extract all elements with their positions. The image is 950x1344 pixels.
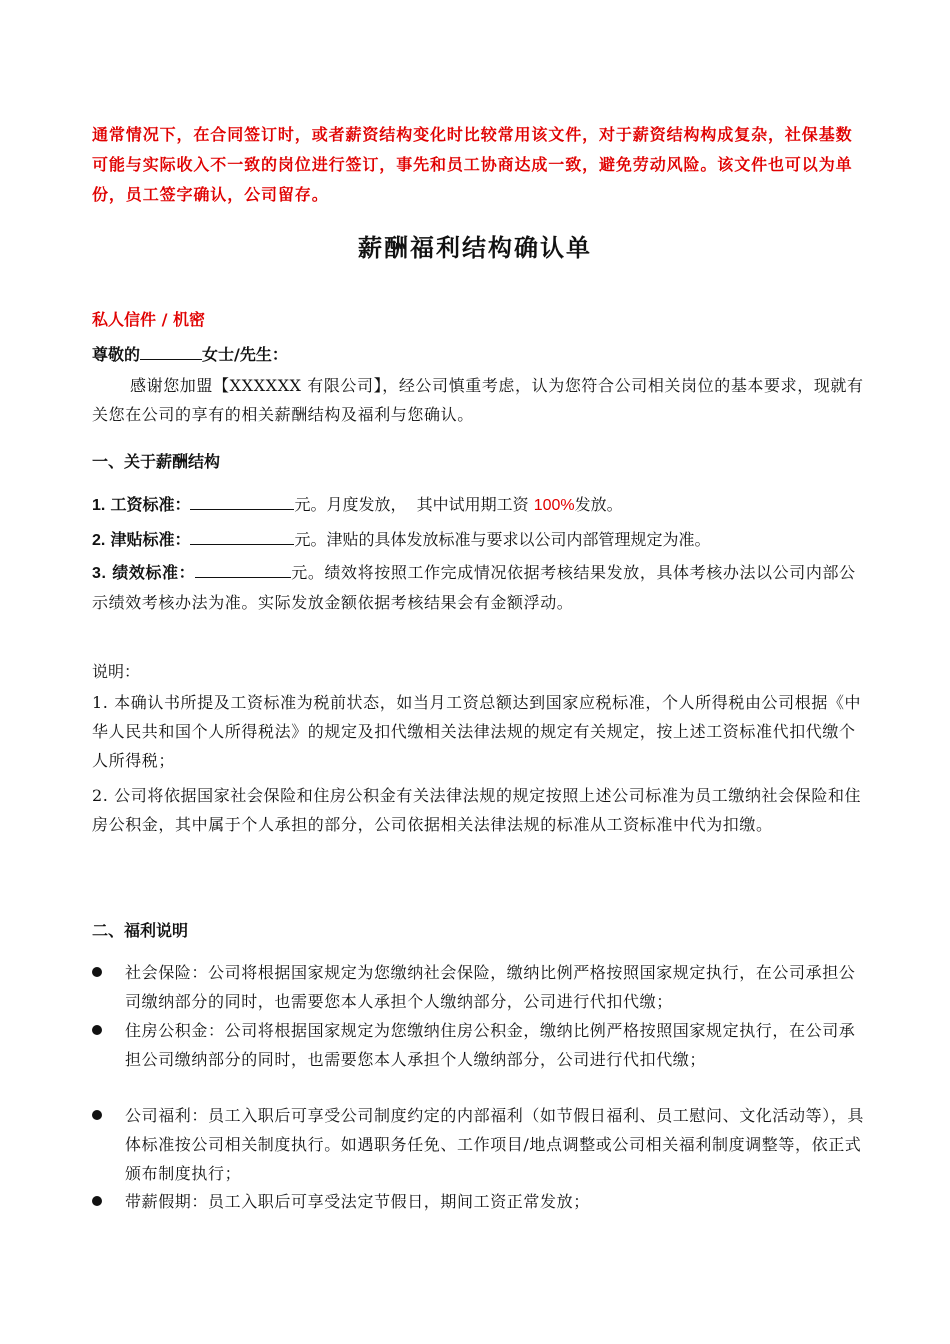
performance-standard-paragraph [92,558,864,617]
bullet-icon [92,1110,102,1120]
explanation-item-1: 1. 本确认书所提及工资标准为税前状态，如当月工资总额达到国家应税标准，个人所得税由公司根据《中华人民共和国个人所得税法》的规定及扣代缴相关法律法规的规定有关规定，按上述工资标准代扣代缴个人所得税； [92,693,862,770]
bullet-icon [92,1025,102,1035]
benefit-paid-leave [92,1187,864,1216]
salary-amount-blank[interactable] [190,495,294,510]
bullet-text: 带薪假期：员工入职后可享受法定节假日，期间工资正常发放； [125,1192,590,1211]
probation-percent: 100% [533,497,575,514]
bullet-text: 公司福利：员工入职后可享受公司制度约定的内部福利（如节假日福利、员工慰问、文化活动等），具体标准按公司相关制度执行。如遇职务任免、工作项目/地点调整或公司相关福利制度调整等，依正式颁布制度执行； [125,1106,865,1183]
benefit-social-insurance [92,958,864,1016]
item-text: 元。绩效将按照工作完成情况依据考核结果发放，具体考核办法以公司内部公示绩效考核办法为准。实际发放金额依据考核结果会有金额浮动。 [92,563,856,612]
item-number: 1. [92,497,106,514]
allowance-standard-line [92,527,710,550]
salary-standard-line [92,492,623,515]
bullet-icon [92,967,102,977]
item-number: 2. [92,532,106,549]
section2-heading: 二、福利说明 [92,921,189,940]
performance-amount-blank[interactable] [195,563,291,578]
confidential-label: 私人信件 / 机密 [92,310,205,329]
greeting-prefix: 尊敬的 [92,345,141,364]
item-text: 元。月度发放， [294,495,407,514]
name-blank[interactable] [140,345,202,360]
item-text: 其中试用期工资 [406,495,534,514]
item-label: 绩效标准： [112,563,196,582]
explanation-item-2: 2. 公司将依据国家社会保险和住房公积金有关法律法规的规定按照上述公司标准为员工缴纳社会保险和住房公积金，其中属于个人承担的部分，公司依据相关法律法规的标准从工资标准中代为扣缴。 [92,786,862,834]
bullet-text: 住房公积金：公司将根据国家规定为您缴纳住房公积金，缴纳比例严格按照国家规定执行，在公司承担公司缴纳部分的同时，也需要您本人承担个人缴纳部分，公司进行代扣代缴； [125,1021,856,1069]
intro-paragraph: 感谢您加盟【XXXXXX 有限公司】，经公司慎重考虑，认为您符合公司相关岗位的基本要求，现就有关您在公司的享有的相关薪酬结构及福利与您确认。 [92,376,864,424]
bullet-icon [92,1196,102,1206]
explanation-heading: 说明： [92,662,141,681]
bullet-text: 社会保险：公司将根据国家规定为您缴纳社会保险，缴纳比例严格按照国家规定执行，在公司承担公司缴纳部分的同时，也需要您本人承担个人缴纳部分，公司进行代扣代缴； [125,963,856,1011]
item-text: 发放。 [574,495,623,514]
section1-heading: 一、关于薪酬结构 [92,452,221,471]
item-text: 元。津贴的具体发放标准与要求以公司内部管理规定为准。 [294,530,711,549]
greeting-suffix: 女士/先生： [202,345,288,364]
benefit-housing-fund [92,1016,864,1074]
allowance-amount-blank[interactable] [190,530,294,545]
usage-note: 通常情况下，在合同签订时，或者薪资结构变化时比较常用该文件，对于薪资结构构成复杂，社保基数可能与实际收入不一致的岗位进行签订，事先和员工协商达成一致，避免劳动风险。该文件也可以为单份，员工签字确认，公司留存。 [92,125,853,204]
greeting [92,342,288,365]
document-title: 薪酬福利结构确认单 [358,233,592,262]
benefit-company-welfare [92,1101,864,1188]
item-label: 工资标准： [110,495,191,514]
item-label: 津贴标准： [110,530,191,549]
item-number: 3. [92,565,107,582]
